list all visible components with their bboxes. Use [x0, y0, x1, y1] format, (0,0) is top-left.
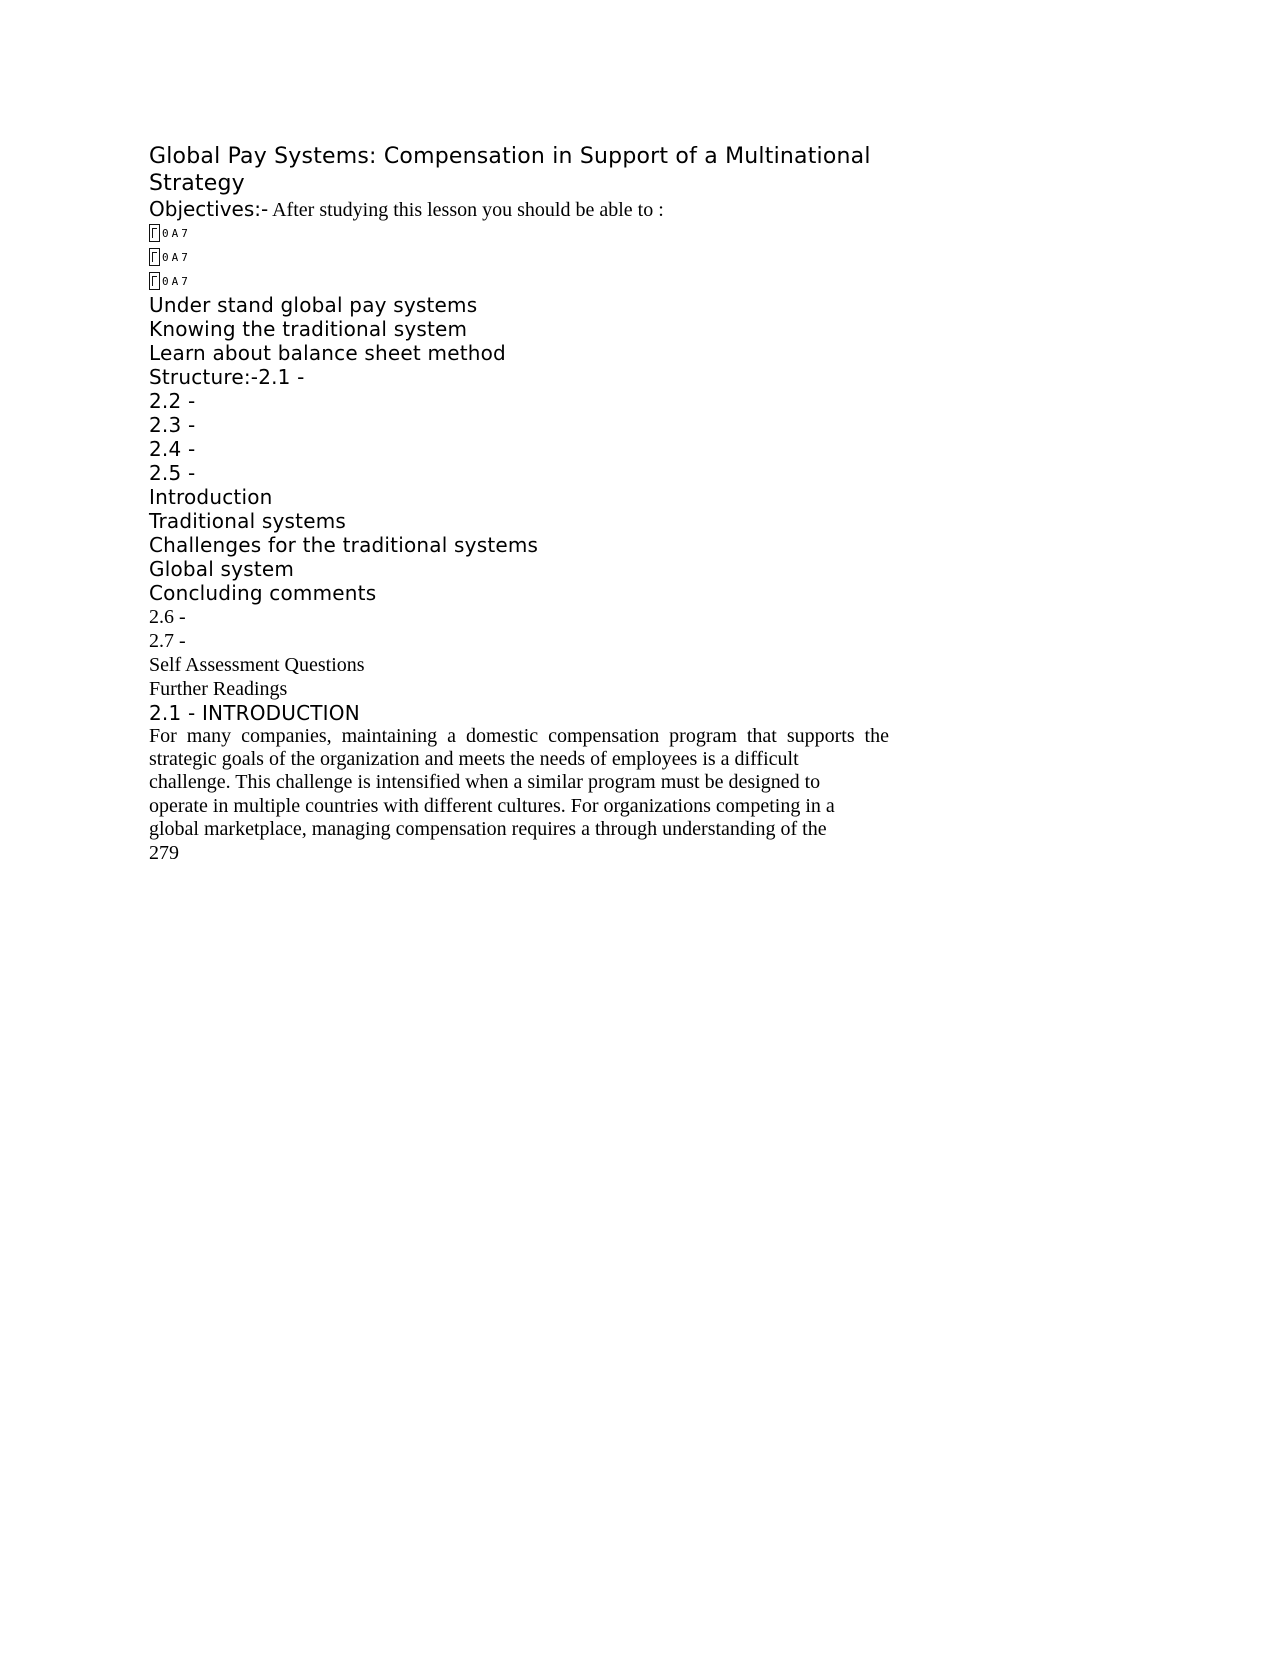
structure-number: 2.1 -: [258, 365, 305, 389]
structure-number: 2.7 -: [149, 630, 186, 652]
objective-item: Knowing the traditional system: [149, 317, 468, 341]
title-line-1: Global Pay Systems: Compensation in Support of a Multinational: [149, 144, 871, 169]
title-line-2: Strategy: [149, 171, 245, 196]
objectives-label: Objectives:-: [149, 197, 269, 221]
structure-list-continued: [149, 605, 889, 701]
glyph-code: 0A7: [162, 250, 191, 264]
document-page: [149, 143, 889, 865]
glyph-code: 0A7: [162, 226, 191, 240]
document-title: [149, 143, 889, 197]
missing-glyph-icon: [149, 272, 160, 290]
structure-topic: Introduction: [149, 485, 273, 509]
structure-topic: Self Assessment Questions: [149, 654, 365, 676]
paragraph-line: strategic goals of the organization and meets the needs of employees is a difficult: [149, 748, 799, 771]
structure-number: 2.2 -: [149, 389, 196, 413]
structure-number: 2.6 -: [149, 606, 186, 628]
section-heading: 2.1 - INTRODUCTION: [149, 701, 360, 725]
bullet-glyph-2: [149, 245, 889, 269]
structure-topic: Traditional systems: [149, 509, 347, 533]
paragraph-line: global marketplace, managing compensation requires a through understanding of the: [149, 817, 827, 840]
objective-item: Under stand global pay systems: [149, 293, 478, 317]
page-number: 279: [149, 842, 179, 865]
structure-topic: Global system: [149, 557, 295, 581]
bullet-glyph-1: [149, 221, 889, 245]
objectives-list: [149, 293, 889, 365]
objectives-text: After studying this lesson you should be able to :: [268, 199, 664, 221]
missing-glyph-icon: [149, 224, 160, 242]
structure-label: Structure:-: [149, 365, 259, 389]
structure-topic: Challenges for the traditional systems: [149, 533, 539, 557]
paragraph-line: For many companies, maintaining a domestic compensation program that supports the: [149, 725, 889, 747]
introduction-paragraph: [149, 725, 889, 841]
paragraph-line: challenge. This challenge is intensified when a similar program must be designed to: [149, 771, 821, 794]
structure-list: [149, 365, 889, 605]
objective-item: Learn about balance sheet method: [149, 341, 506, 365]
missing-glyph-icon: [149, 248, 160, 266]
structure-topic: Further Readings: [149, 678, 288, 700]
objectives-line: [149, 197, 889, 221]
structure-topic: Concluding comments: [149, 581, 377, 605]
bullet-glyph-3: [149, 269, 889, 293]
structure-number: 2.3 -: [149, 413, 196, 437]
structure-number: 2.4 -: [149, 437, 196, 461]
paragraph-line: operate in multiple countries with different cultures. For organizations competing in a: [149, 794, 835, 817]
glyph-code: 0A7: [162, 274, 191, 288]
structure-number: 2.5 -: [149, 461, 196, 485]
structure-first-line: [149, 365, 889, 389]
